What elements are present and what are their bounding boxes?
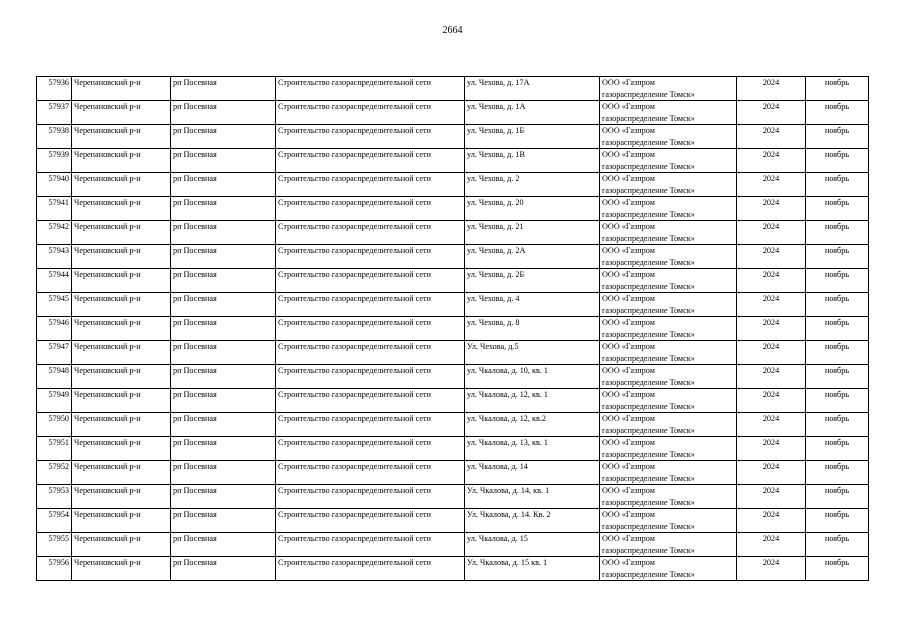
cell-district: Черепановский р-н bbox=[72, 437, 171, 461]
cell-address: ул. Чехова, д. 1Б bbox=[465, 125, 600, 149]
cell-locality: рп Посевная bbox=[171, 197, 276, 221]
cell-year: 2024 bbox=[737, 101, 806, 125]
organization-line: газораспределение Томск» bbox=[602, 353, 695, 363]
cell-record-number: 57949 bbox=[37, 389, 72, 413]
table-row bbox=[37, 413, 869, 437]
organization-line: газораспределение Томск» bbox=[602, 401, 695, 411]
cell-organization bbox=[600, 341, 737, 365]
cell-locality: рп Посевная bbox=[171, 461, 276, 485]
table-row bbox=[37, 221, 869, 245]
cell-organization bbox=[600, 557, 737, 581]
cell-organization bbox=[600, 221, 737, 245]
organization-line: газораспределение Томск» bbox=[602, 257, 695, 267]
organization-line: ООО «Газпром bbox=[602, 390, 655, 399]
cell-month: ноябрь bbox=[806, 341, 869, 365]
cell-address: ул. Чехова, д. 17А bbox=[465, 77, 600, 101]
cell-district: Черепановский р-н bbox=[72, 317, 171, 341]
organization-line: газораспределение Томск» bbox=[602, 233, 695, 243]
cell-district: Черепановский р-н bbox=[72, 365, 171, 389]
organization-line: ООО «Газпром bbox=[602, 126, 655, 135]
cell-locality: рп Посевная bbox=[171, 365, 276, 389]
cell-address: ул. Чехова, д. 4 bbox=[465, 293, 600, 317]
table-row bbox=[37, 341, 869, 365]
cell-district: Черепановский р-н bbox=[72, 557, 171, 581]
cell-organization bbox=[600, 125, 737, 149]
cell-record-number: 57956 bbox=[37, 557, 72, 581]
table-row bbox=[37, 509, 869, 533]
cell-record-number: 57944 bbox=[37, 269, 72, 293]
cell-address: ул. Чкалова, д. 12, кв. 1 bbox=[465, 389, 600, 413]
cell-address: ул. Чехова, д. 20 bbox=[465, 197, 600, 221]
cell-address: ул. Чкалова, д. 13, кв. 1 bbox=[465, 437, 600, 461]
organization-line: газораспределение Томск» bbox=[602, 329, 695, 339]
organization-line: ООО «Газпром bbox=[602, 414, 655, 423]
organization-line: ООО «Газпром bbox=[602, 366, 655, 375]
cell-locality: рп Посевная bbox=[171, 101, 276, 125]
cell-district: Черепановский р-н bbox=[72, 413, 171, 437]
cell-locality: рп Посевная bbox=[171, 221, 276, 245]
cell-district: Черепановский р-н bbox=[72, 221, 171, 245]
organization-line: ООО «Газпром bbox=[602, 486, 655, 495]
cell-month: ноябрь bbox=[806, 77, 869, 101]
cell-year: 2024 bbox=[737, 173, 806, 197]
cell-month: ноябрь bbox=[806, 245, 869, 269]
cell-month: ноябрь bbox=[806, 173, 869, 197]
cell-district: Черепановский р-н bbox=[72, 173, 171, 197]
organization-line: ООО «Газпром bbox=[602, 102, 655, 111]
cell-locality: рп Посевная bbox=[171, 485, 276, 509]
cell-year: 2024 bbox=[737, 269, 806, 293]
cell-organization bbox=[600, 77, 737, 101]
cell-work-type: Строительство газораспределительной сети bbox=[276, 413, 465, 437]
organization-line: ООО «Газпром bbox=[602, 462, 655, 471]
cell-district: Черепановский р-н bbox=[72, 509, 171, 533]
cell-year: 2024 bbox=[737, 413, 806, 437]
cell-district: Черепановский р-н bbox=[72, 341, 171, 365]
organization-line: газораспределение Томск» bbox=[602, 425, 695, 435]
cell-address: Ул. Чкалова, д. 14. Кв. 2 bbox=[465, 509, 600, 533]
cell-address: ул. Чкалова, д. 14 bbox=[465, 461, 600, 485]
cell-district: Черепановский р-н bbox=[72, 197, 171, 221]
cell-record-number: 57952 bbox=[37, 461, 72, 485]
cell-work-type: Строительство газораспределительной сети bbox=[276, 101, 465, 125]
table-row bbox=[37, 317, 869, 341]
gasification-registry-table bbox=[36, 76, 869, 581]
cell-year: 2024 bbox=[737, 485, 806, 509]
cell-work-type: Строительство газораспределительной сети bbox=[276, 221, 465, 245]
cell-organization bbox=[600, 461, 737, 485]
organization-line: ООО «Газпром bbox=[602, 438, 655, 447]
table-row bbox=[37, 125, 869, 149]
organization-line: ООО «Газпром bbox=[602, 246, 655, 255]
cell-district: Черепановский р-н bbox=[72, 101, 171, 125]
cell-locality: рп Посевная bbox=[171, 317, 276, 341]
cell-address: ул. Чехова, д. 1А bbox=[465, 101, 600, 125]
cell-work-type: Строительство газораспределительной сети bbox=[276, 293, 465, 317]
cell-work-type: Строительство газораспределительной сети bbox=[276, 125, 465, 149]
cell-work-type: Строительство газораспределительной сети bbox=[276, 245, 465, 269]
cell-month: ноябрь bbox=[806, 197, 869, 221]
cell-locality: рп Посевная bbox=[171, 125, 276, 149]
cell-organization bbox=[600, 389, 737, 413]
organization-line: газораспределение Томск» bbox=[602, 89, 695, 99]
organization-line: газораспределение Томск» bbox=[602, 137, 695, 147]
organization-line: газораспределение Томск» bbox=[602, 569, 695, 579]
organization-line: ООО «Газпром bbox=[602, 198, 655, 207]
table-row bbox=[37, 533, 869, 557]
cell-month: ноябрь bbox=[806, 293, 869, 317]
cell-month: ноябрь bbox=[806, 269, 869, 293]
cell-district: Черепановский р-н bbox=[72, 77, 171, 101]
cell-locality: рп Посевная bbox=[171, 77, 276, 101]
cell-work-type: Строительство газораспределительной сети bbox=[276, 437, 465, 461]
cell-record-number: 57951 bbox=[37, 437, 72, 461]
organization-line: газораспределение Томск» bbox=[602, 377, 695, 387]
cell-month: ноябрь bbox=[806, 221, 869, 245]
cell-record-number: 57937 bbox=[37, 101, 72, 125]
cell-year: 2024 bbox=[737, 341, 806, 365]
organization-line: газораспределение Томск» bbox=[602, 113, 695, 123]
table-row bbox=[37, 461, 869, 485]
cell-work-type: Строительство газораспределительной сети bbox=[276, 269, 465, 293]
table-row bbox=[37, 557, 869, 581]
cell-month: ноябрь bbox=[806, 125, 869, 149]
table-body bbox=[37, 77, 869, 581]
cell-address: ул. Чкалова, д. 12, кв.2 bbox=[465, 413, 600, 437]
table-row bbox=[37, 389, 869, 413]
cell-address: ул. Чехова, д. 1В bbox=[465, 149, 600, 173]
cell-record-number: 57943 bbox=[37, 245, 72, 269]
cell-district: Черепановский р-н bbox=[72, 269, 171, 293]
cell-year: 2024 bbox=[737, 149, 806, 173]
cell-record-number: 57945 bbox=[37, 293, 72, 317]
cell-district: Черепановский р-н bbox=[72, 125, 171, 149]
cell-organization bbox=[600, 413, 737, 437]
organization-line: газораспределение Томск» bbox=[602, 185, 695, 195]
table-row bbox=[37, 101, 869, 125]
cell-year: 2024 bbox=[737, 533, 806, 557]
cell-record-number: 57947 bbox=[37, 341, 72, 365]
cell-year: 2024 bbox=[737, 221, 806, 245]
cell-work-type: Строительство газораспределительной сети bbox=[276, 317, 465, 341]
organization-line: ООО «Газпром bbox=[602, 150, 655, 159]
cell-record-number: 57936 bbox=[37, 77, 72, 101]
cell-district: Черепановский р-н bbox=[72, 533, 171, 557]
cell-organization bbox=[600, 509, 737, 533]
cell-work-type: Строительство газораспределительной сети bbox=[276, 509, 465, 533]
cell-month: ноябрь bbox=[806, 485, 869, 509]
cell-work-type: Строительство газораспределительной сети bbox=[276, 149, 465, 173]
cell-year: 2024 bbox=[737, 317, 806, 341]
organization-line: ООО «Газпром bbox=[602, 270, 655, 279]
cell-year: 2024 bbox=[737, 125, 806, 149]
cell-address: ул. Чехова, д. 2Б bbox=[465, 269, 600, 293]
cell-work-type: Строительство газораспределительной сети bbox=[276, 533, 465, 557]
cell-locality: рп Посевная bbox=[171, 341, 276, 365]
cell-month: ноябрь bbox=[806, 509, 869, 533]
cell-district: Черепановский р-н bbox=[72, 149, 171, 173]
organization-line: ООО «Газпром bbox=[602, 78, 655, 87]
cell-organization bbox=[600, 173, 737, 197]
page-number: 2664 bbox=[442, 25, 463, 36]
cell-locality: рп Посевная bbox=[171, 245, 276, 269]
cell-year: 2024 bbox=[737, 389, 806, 413]
cell-work-type: Строительство газораспределительной сети bbox=[276, 173, 465, 197]
cell-year: 2024 bbox=[737, 509, 806, 533]
cell-locality: рп Посевная bbox=[171, 173, 276, 197]
organization-line: газораспределение Томск» bbox=[602, 161, 695, 171]
cell-locality: рп Посевная bbox=[171, 509, 276, 533]
cell-month: ноябрь bbox=[806, 365, 869, 389]
cell-record-number: 57953 bbox=[37, 485, 72, 509]
cell-organization bbox=[600, 293, 737, 317]
table-row bbox=[37, 485, 869, 509]
cell-month: ноябрь bbox=[806, 461, 869, 485]
cell-record-number: 57942 bbox=[37, 221, 72, 245]
cell-month: ноябрь bbox=[806, 317, 869, 341]
cell-work-type: Строительство газораспределительной сети bbox=[276, 77, 465, 101]
cell-organization bbox=[600, 197, 737, 221]
cell-year: 2024 bbox=[737, 245, 806, 269]
cell-address: ул. Чехова, д. 2А bbox=[465, 245, 600, 269]
cell-work-type: Строительство газораспределительной сети bbox=[276, 197, 465, 221]
cell-year: 2024 bbox=[737, 557, 806, 581]
cell-district: Черепановский р-н bbox=[72, 485, 171, 509]
cell-locality: рп Посевная bbox=[171, 269, 276, 293]
cell-year: 2024 bbox=[737, 461, 806, 485]
cell-organization bbox=[600, 437, 737, 461]
table-row bbox=[37, 173, 869, 197]
cell-address: ул. Чехова, д. 2 bbox=[465, 173, 600, 197]
organization-line: газораспределение Томск» bbox=[602, 497, 695, 507]
table-row bbox=[37, 245, 869, 269]
cell-year: 2024 bbox=[737, 365, 806, 389]
cell-work-type: Строительство газораспределительной сети bbox=[276, 485, 465, 509]
cell-organization bbox=[600, 533, 737, 557]
cell-record-number: 57950 bbox=[37, 413, 72, 437]
cell-work-type: Строительство газораспределительной сети bbox=[276, 341, 465, 365]
cell-month: ноябрь bbox=[806, 533, 869, 557]
table-row bbox=[37, 197, 869, 221]
organization-line: газораспределение Томск» bbox=[602, 305, 695, 315]
organization-line: ООО «Газпром bbox=[602, 510, 655, 519]
organization-line: ООО «Газпром bbox=[602, 342, 655, 351]
organization-line: газораспределение Томск» bbox=[602, 473, 695, 483]
cell-organization bbox=[600, 485, 737, 509]
cell-locality: рп Посевная bbox=[171, 437, 276, 461]
cell-year: 2024 bbox=[737, 293, 806, 317]
cell-year: 2024 bbox=[737, 77, 806, 101]
organization-line: ООО «Газпром bbox=[602, 558, 655, 567]
cell-record-number: 57948 bbox=[37, 365, 72, 389]
cell-month: ноябрь bbox=[806, 389, 869, 413]
cell-record-number: 57941 bbox=[37, 197, 72, 221]
cell-district: Черепановский р-н bbox=[72, 245, 171, 269]
table-row bbox=[37, 293, 869, 317]
table-row bbox=[37, 365, 869, 389]
cell-locality: рп Посевная bbox=[171, 557, 276, 581]
cell-organization bbox=[600, 269, 737, 293]
cell-month: ноябрь bbox=[806, 413, 869, 437]
cell-address: Ул. Чкалова, д. 15 кв. 1 bbox=[465, 557, 600, 581]
cell-month: ноябрь bbox=[806, 101, 869, 125]
organization-line: газораспределение Томск» bbox=[602, 209, 695, 219]
cell-year: 2024 bbox=[737, 437, 806, 461]
cell-record-number: 57940 bbox=[37, 173, 72, 197]
cell-locality: рп Посевная bbox=[171, 413, 276, 437]
cell-work-type: Строительство газораспределительной сети bbox=[276, 557, 465, 581]
cell-record-number: 57954 bbox=[37, 509, 72, 533]
cell-month: ноябрь bbox=[806, 149, 869, 173]
organization-line: ООО «Газпром bbox=[602, 174, 655, 183]
cell-record-number: 57939 bbox=[37, 149, 72, 173]
cell-month: ноябрь bbox=[806, 437, 869, 461]
cell-locality: рп Посевная bbox=[171, 533, 276, 557]
organization-line: газораспределение Томск» bbox=[602, 281, 695, 291]
cell-address: ул. Чкалова, д. 15 bbox=[465, 533, 600, 557]
organization-line: газораспределение Томск» bbox=[602, 449, 695, 459]
cell-year: 2024 bbox=[737, 197, 806, 221]
cell-locality: рп Посевная bbox=[171, 293, 276, 317]
cell-organization bbox=[600, 317, 737, 341]
organization-line: ООО «Газпром bbox=[602, 222, 655, 231]
organization-line: ООО «Газпром bbox=[602, 318, 655, 327]
cell-organization bbox=[600, 101, 737, 125]
cell-district: Черепановский р-н bbox=[72, 461, 171, 485]
cell-record-number: 57946 bbox=[37, 317, 72, 341]
cell-work-type: Строительство газораспределительной сети bbox=[276, 461, 465, 485]
cell-organization bbox=[600, 149, 737, 173]
cell-address: Ул. Чкалова, д. 14, кв. 1 bbox=[465, 485, 600, 509]
cell-work-type: Строительство газораспределительной сети bbox=[276, 389, 465, 413]
table-row bbox=[37, 77, 869, 101]
organization-line: ООО «Газпром bbox=[602, 294, 655, 303]
table-row bbox=[37, 149, 869, 173]
cell-month: ноябрь bbox=[806, 557, 869, 581]
cell-locality: рп Посевная bbox=[171, 149, 276, 173]
cell-organization bbox=[600, 245, 737, 269]
cell-district: Черепановский р-н bbox=[72, 389, 171, 413]
cell-locality: рп Посевная bbox=[171, 389, 276, 413]
organization-line: газораспределение Томск» bbox=[602, 545, 695, 555]
table-row bbox=[37, 269, 869, 293]
cell-address: ул. Чехова, д. 8 bbox=[465, 317, 600, 341]
organization-line: газораспределение Томск» bbox=[602, 521, 695, 531]
cell-district: Черепановский р-н bbox=[72, 293, 171, 317]
organization-line: ООО «Газпром bbox=[602, 534, 655, 543]
cell-address: ул. Чкалова, д. 10, кв. 1 bbox=[465, 365, 600, 389]
cell-record-number: 57955 bbox=[37, 533, 72, 557]
table-row bbox=[37, 437, 869, 461]
cell-address: ул. Чехова, д. 21 bbox=[465, 221, 600, 245]
cell-work-type: Строительство газораспределительной сети bbox=[276, 365, 465, 389]
cell-organization bbox=[600, 365, 737, 389]
cell-address: Ул. Чехова, д.5 bbox=[465, 341, 600, 365]
cell-record-number: 57938 bbox=[37, 125, 72, 149]
